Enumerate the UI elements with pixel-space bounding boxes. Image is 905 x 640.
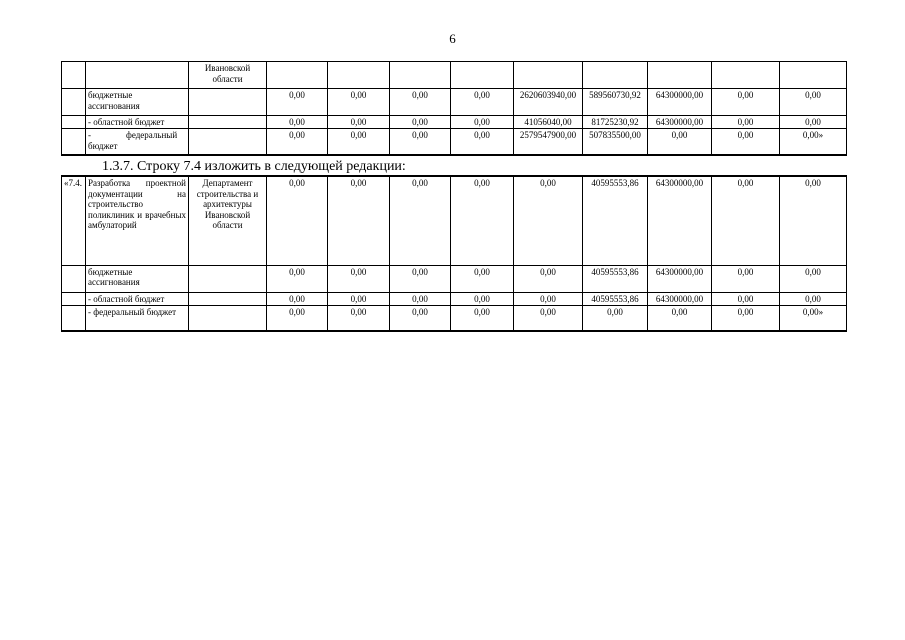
value-cell: 41056040,00 [514,116,583,129]
value-cell: 0,00 [451,265,514,292]
value-cell: 0,00» [780,305,847,331]
value-cell: 0,00 [583,305,648,331]
value-cell: 0,00 [451,89,514,116]
row-name-rest: бюджет [88,140,118,151]
value-cell: 0,00 [390,116,451,129]
value-cell: 64300000,00 [648,116,712,129]
row-name-cell [86,129,189,155]
executor-cell: Департамент строительства и архитектуры Ивановской области [189,176,267,265]
value-cell: 0,00 [712,129,780,155]
dash-prefix: - [88,130,91,140]
table-row [62,62,847,89]
page-number: 6 [449,31,456,46]
value-cell: 2579547900,00 [514,129,583,155]
value-cell: 0,00 [328,305,390,331]
value-cell: 0,00 [390,265,451,292]
value-cell: 0,00 [328,265,390,292]
value-cell: 0,00 [648,305,712,331]
row-name-cell: - федеральный бюджет [86,305,189,331]
row-name-word: федеральный [126,130,178,140]
value-cell: 0,00 [780,265,847,292]
value-cell: 0,00 [451,129,514,155]
value-cell: 0,00 [712,265,780,292]
value-cell: 0,00 [780,116,847,129]
value-cell: 0,00 [712,292,780,305]
value-cell: 0,00 [267,265,328,292]
value-cell: 0,00» [780,129,847,155]
value-cell: 0,00 [712,89,780,116]
row-name-cell: Разработка проектной документации на строительство поликлиник и врачебных амбулаторий [86,176,189,265]
value-cell: 0,00 [390,176,451,265]
value-cell: 64300000,00 [648,292,712,305]
value-cell: 0,00 [267,129,328,155]
row-name-cell [86,62,189,89]
row-name-cell: бюджетные ассигнования [86,89,189,116]
row-name-cell: - областной бюджет [86,116,189,129]
budget-table-continuation [61,61,847,156]
value-cell: 0,00 [712,176,780,265]
value-cell: 0,00 [451,116,514,129]
value-cell: 507835500,00 [583,129,648,155]
value-cell: 0,00 [328,129,390,155]
value-cell: 40595553,86 [583,265,648,292]
value-cell: 0,00 [451,292,514,305]
value-cell: 0,00 [451,176,514,265]
value-cell: 0,00 [780,176,847,265]
value-cell: 0,00 [267,116,328,129]
value-cell: 0,00 [390,129,451,155]
table-row [62,89,847,116]
value-cell: 64300000,00 [648,265,712,292]
value-cell: 0,00 [514,292,583,305]
value-cell: 0,00 [267,305,328,331]
value-cell: 81725230,92 [583,116,648,129]
value-cell: 0,00 [514,265,583,292]
value-cell: 2620603940,00 [514,89,583,116]
table-row [62,176,847,265]
value-cell: 0,00 [267,176,328,265]
value-cell: 0,00 [514,176,583,265]
value-cell: 0,00 [328,89,390,116]
row-name-cell: - областной бюджет [86,292,189,305]
table-row [62,116,847,129]
value-cell: 0,00 [712,305,780,331]
value-cell: 589560730,92 [583,89,648,116]
value-cell: 0,00 [267,292,328,305]
row-name-cell: бюджетные ассигнования [86,265,189,292]
value-cell: 0,00 [328,292,390,305]
value-cell: 0,00 [514,305,583,331]
value-cell: 0,00 [390,305,451,331]
value-cell: 40595553,86 [583,292,648,305]
value-cell: 0,00 [451,305,514,331]
value-cell: 0,00 [780,292,847,305]
value-cell: 40595553,86 [583,176,648,265]
value-cell: 0,00 [780,89,847,116]
row-number-cell [62,62,86,89]
value-cell: 0,00 [390,292,451,305]
value-cell: 0,00 [648,129,712,155]
table-row [62,129,847,155]
value-cell: 0,00 [267,89,328,116]
row-number-cell: «7.4. [62,176,86,265]
value-cell: 0,00 [328,176,390,265]
budget-table-row-7-4 [61,175,847,332]
table-row [62,265,847,292]
value-cell: 0,00 [712,116,780,129]
value-cell: 64300000,00 [648,89,712,116]
section-heading: 1.3.7. Строку 7.4 изложить в следующей редакции: [102,159,406,174]
table-row [62,305,847,331]
table-row [62,292,847,305]
value-cell: 64300000,00 [648,176,712,265]
executor-cell: Ивановской области [189,62,267,89]
value-cell: 0,00 [390,89,451,116]
value-cell: 0,00 [328,116,390,129]
